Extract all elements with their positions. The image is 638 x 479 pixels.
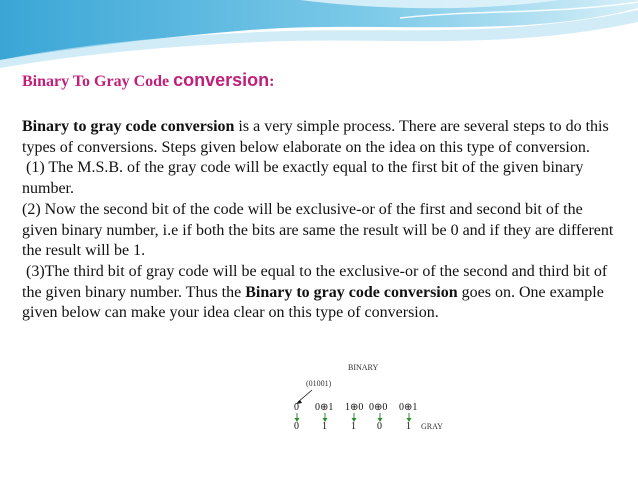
step-3-after: goes on. One example given below can make your idea clear on this type of conversion. (22, 283, 604, 322)
step-1-text: (1) The M.S.B. of the gray code will be exactly equal to the first bit of the given binary number. (22, 159, 584, 198)
header-wave-decoration (0, 0, 638, 72)
title-prefix: Binary To Gray Code (22, 73, 174, 90)
xor-term: 0 (294, 402, 299, 413)
intro-rest: is a very simple process. There are several steps to do this types of conversions. Steps given below elaborate on the idea on this type of conversion. (22, 118, 609, 156)
gray-bit: 0 (377, 421, 382, 432)
paragraph-intro (22, 117, 622, 158)
gray-row (294, 421, 443, 432)
slide-body (22, 117, 622, 324)
xor-term: 0⊕0 (369, 402, 388, 413)
binary-input: (01001) (306, 379, 332, 388)
title-emphasis: conversion (173, 70, 270, 90)
xor-term: 0⊕1 (399, 402, 418, 413)
conversion-example-figure (268, 356, 460, 474)
gray-bit: 1 (322, 421, 327, 432)
intro-bold: Binary to gray code conversion (22, 118, 235, 135)
gray-bit: 0 (294, 421, 299, 432)
gray-bit: 1 (351, 421, 356, 432)
slide-title (22, 70, 275, 91)
step-3-bold: Binary to gray code conversion (245, 283, 458, 301)
gray-label: GRAY (421, 422, 443, 431)
conversion-diagram (268, 356, 460, 474)
step-3 (22, 262, 622, 324)
step-3-before: (3)The third bit of gray code will be equal to the exclusive-or of the second and third bit of the given binary number. Thus the (22, 262, 608, 301)
xor-row (294, 402, 417, 413)
step-1 (22, 158, 622, 199)
binary-label: BINARY (348, 363, 379, 372)
gray-bit: 1 (406, 421, 411, 432)
xor-term: 0⊕1 (315, 402, 334, 413)
step-2: (2) Now the second bit of the code will be exclusive-or of the first and second bit of the given binary number, i.e if both the bits are same the result will be 0 and if they are different the result will be 1. (22, 200, 614, 260)
title-suffix: : (269, 73, 275, 90)
xor-term: 1⊕0 (345, 402, 364, 413)
